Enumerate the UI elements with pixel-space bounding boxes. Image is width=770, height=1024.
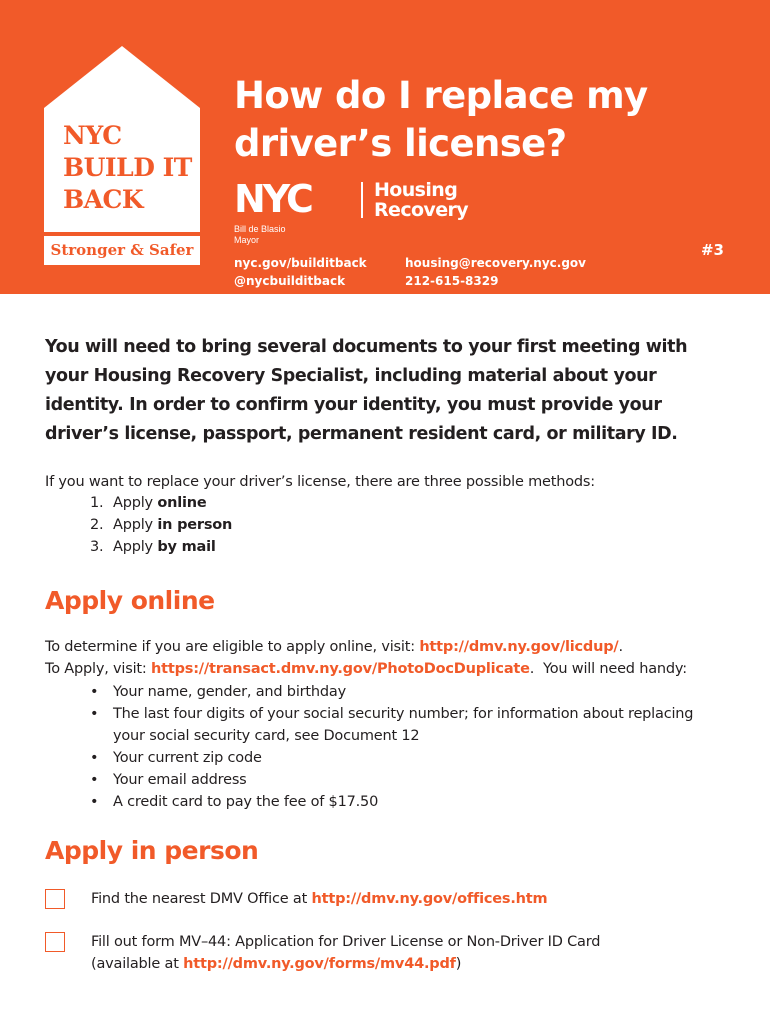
method-prefix: Apply: [113, 517, 153, 533]
contact-web: [234, 254, 367, 290]
line-suffix: .: [618, 639, 623, 655]
bullet-icon: •: [90, 772, 99, 788]
checkbox[interactable]: [45, 889, 65, 909]
intro-paragraph: You will need to bring several documents to your first meeting with your Housing Recovery Specialist, including material about your identity. In order to confirm your identity, you must provide your driver’s license, passport, permanent resident card, or military ID.: [45, 337, 688, 444]
line-text: To Apply, visit:: [45, 661, 152, 677]
line-text: Fill out form MV–44: Application for Driver License or Non-Driver ID Card (available at: [91, 934, 601, 972]
department-name: [374, 180, 468, 220]
list-item-text: The last four digits of your social security number; for information about replacing your social security card, see Document 12: [113, 706, 694, 744]
list-item: [90, 769, 710, 791]
header-banner: [0, 0, 770, 294]
method-prefix: Apply: [113, 495, 153, 511]
apply-online-heading: Apply online: [45, 586, 215, 615]
list-item: [90, 514, 232, 536]
checklist-text: [91, 931, 651, 975]
mayor-title: Mayor: [234, 235, 260, 245]
logo-wordmark: [63, 120, 192, 216]
bullet-icon: •: [90, 794, 99, 810]
list-item: [90, 703, 710, 747]
checklist-item: [45, 931, 735, 975]
checkbox[interactable]: [45, 932, 65, 952]
list-item: [90, 681, 710, 703]
list-item-text: Your email address: [113, 772, 247, 788]
list-number: 1.: [90, 495, 104, 511]
apply-in-person-heading: Apply in person: [45, 836, 259, 865]
list-item-text: Your current zip code: [113, 750, 262, 766]
line-suffix: . You will need handy:: [529, 661, 687, 677]
list-item: [90, 747, 710, 769]
online-requirements-list: [90, 681, 710, 813]
list-item-text: Your name, gender, and birthday: [113, 684, 346, 700]
website-link[interactable]: nyc.gov/builditback: [234, 256, 367, 270]
logo-line: NYC: [63, 121, 122, 150]
list-number: 2.: [90, 517, 104, 533]
list-number: 3.: [90, 539, 104, 555]
method-name: in person: [157, 517, 233, 533]
method-name: online: [157, 495, 207, 511]
methods-list: [90, 492, 232, 558]
tagline: Stronger & Safer: [44, 236, 200, 265]
mayor-name: Bill de Blasio: [234, 224, 286, 234]
line-suffix: ): [455, 956, 462, 972]
list-item: [90, 791, 710, 813]
bullet-icon: •: [90, 706, 99, 722]
document-number: #3: [700, 241, 724, 259]
mv44-form-link[interactable]: http://dmv.ny.gov/forms/mv44.pdf: [183, 956, 456, 972]
phone-number: 212-615-8329: [405, 274, 499, 288]
department-line: Housing: [374, 179, 458, 201]
contact-direct: [405, 254, 586, 290]
online-eligibility-line: [45, 636, 735, 658]
dmv-offices-link[interactable]: http://dmv.ny.gov/offices.htm: [311, 891, 548, 907]
apply-link[interactable]: https://transact.dmv.ny.gov/PhotoDocDuplicate: [151, 661, 530, 677]
mayor-credit: [234, 224, 286, 246]
line-text: Find the nearest DMV Office at: [91, 891, 312, 907]
logo-divider: [361, 182, 363, 218]
method-prefix: Apply: [113, 539, 153, 555]
line-text: To determine if you are eligible to apply online, visit:: [45, 639, 420, 655]
bullet-icon: •: [90, 750, 99, 766]
bullet-icon: •: [90, 684, 99, 700]
list-item-text: A credit card to pay the fee of $17.50: [113, 794, 379, 810]
email-link[interactable]: housing@recovery.nyc.gov: [405, 256, 586, 270]
twitter-handle[interactable]: @nycbuilditback: [234, 274, 346, 288]
eligibility-link[interactable]: http://dmv.ny.gov/licdup/: [419, 639, 619, 655]
method-name: by mail: [157, 539, 216, 555]
logo-line: BACK: [63, 185, 144, 214]
page-title: How do I replace my driver’s license?: [234, 74, 648, 165]
methods-intro: If you want to replace your driver’s license, there are three possible methods:: [45, 474, 595, 490]
list-item: [90, 492, 232, 514]
department-line: Recovery: [374, 199, 469, 221]
nyc-logo: NYC: [234, 177, 311, 221]
online-apply-line: [45, 658, 735, 680]
logo-line: BUILD IT: [63, 153, 192, 182]
checklist-text: [91, 888, 547, 910]
checklist-item: [45, 888, 735, 910]
list-item: [90, 536, 232, 558]
